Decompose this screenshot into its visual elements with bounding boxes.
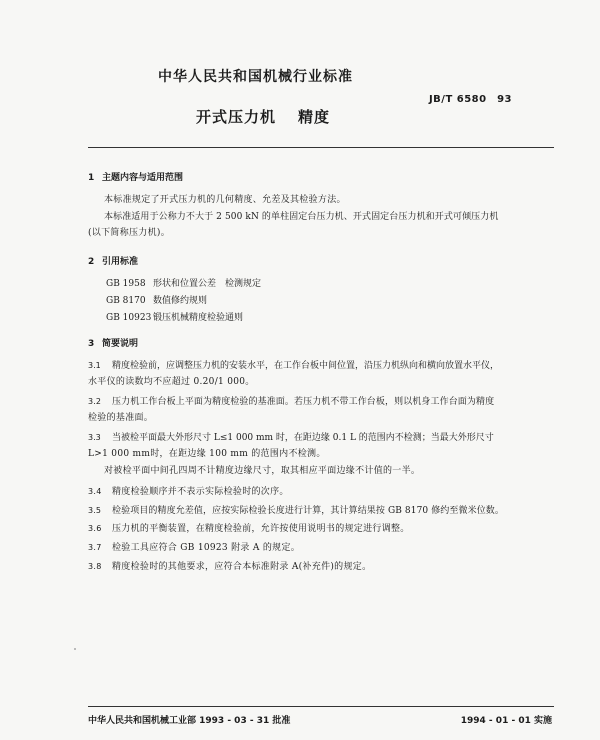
clause-text: 精度检验时的其他要求，应符合本标准附录 A(补充件)的规定。	[112, 562, 372, 572]
clause-text: 检验工具应符合 GB 10923 附录 A 的规定。	[112, 543, 301, 553]
clause-text: 精度检验顺序并不表示实际检验时的次序。	[112, 487, 289, 497]
clause-3-1-line-1	[88, 358, 554, 374]
clause-3-3-line-3: 对被检平面中间孔四周不计精度边缘尺寸，取其相应平面边缘不计值的一半。	[104, 466, 421, 476]
reference-code: GB 1958	[106, 279, 146, 289]
reference-item	[106, 310, 243, 323]
clause-text: 精度检验前，应调整压力机的安装水平，在工作台板中间位置，沿压力机纵向和横向放置水平仪，	[112, 361, 500, 371]
section-1-heading	[88, 170, 183, 183]
reference-item	[106, 293, 207, 306]
clause-number: 3.4	[88, 487, 102, 496]
clause-number: 3.1	[88, 361, 101, 370]
clause-number: 3.5	[88, 506, 102, 515]
footer-rule	[88, 706, 554, 707]
clause-number: 3.7	[88, 543, 102, 552]
reference-code: GB 8170	[106, 296, 146, 306]
reference-item	[106, 276, 261, 289]
reference-title: 数值修约规则	[153, 296, 208, 306]
section-3-title: 简要说明	[102, 339, 139, 349]
clause-3-4	[88, 484, 554, 500]
clause-number: 3.6	[88, 524, 102, 533]
section-1-title: 主题内容与适用范围	[102, 173, 184, 183]
section-2-number: 2	[88, 257, 95, 267]
section-3-heading	[88, 336, 138, 349]
clause-3-3-line-1	[88, 430, 554, 446]
implementation-date: 1994 - 01 - 01 实施	[460, 716, 552, 726]
document-title	[196, 106, 330, 127]
clause-text: 压力机工作台板上平面为精度检验的基准面。若压力机不带工作台板，则以机身工作台面为精度	[112, 397, 495, 407]
clause-3-1-line-2: 水平仪的读数均不应超过 0.20/1 000。	[88, 377, 255, 387]
clause-3-6	[88, 521, 554, 537]
approval-date: 中华人民共和国机械工业部 1993 - 03 - 31 批准	[88, 716, 291, 726]
clause-3-2-line-1	[88, 394, 554, 410]
reference-title: 形状和位置公差 检测规定	[153, 279, 262, 289]
section-2-title: 引用标准	[102, 257, 139, 267]
header-rule	[88, 147, 554, 148]
clause-3-2-line-2: 检验的基准面。	[88, 413, 154, 423]
standard-code: JB/T 6580 93	[428, 94, 512, 105]
section-2-heading	[88, 254, 138, 267]
clause-3-5	[88, 503, 554, 519]
reference-title: 锻压机械精度检验通则	[153, 313, 244, 323]
section-1-number: 1	[88, 173, 95, 183]
document-title-main: 开式压力机	[196, 108, 277, 126]
section-1-paragraph-2-line-2: (以下简称压力机)。	[88, 228, 171, 238]
section-1-paragraph-2-line-1: 本标准适用于公称力不大于 2 500 kN 的单柱固定台压力机、开式固定台压力机和开式可倾压力机	[104, 212, 499, 222]
section-1-paragraph-1: 本标准规定了开式压力机的几何精度、允差及其检验方法。	[104, 195, 346, 205]
clause-text: 检验项目的精度允差值，应按实际检验长度进行计算，其计算结果按 GB 8170 修约至微米位数。	[112, 506, 504, 516]
clause-number: 3.3	[88, 433, 101, 442]
document-title-sub: 精度	[298, 108, 331, 126]
standard-title: 中华人民共和国机械行业标准	[158, 69, 353, 85]
clause-text: 压力机的平衡装置，在精度检验前，允许按使用说明书的规定进行调整。	[112, 524, 410, 534]
clause-number: 3.2	[88, 397, 102, 406]
scan-speck	[74, 648, 76, 650]
clause-3-7	[88, 540, 554, 556]
clause-3-8	[88, 559, 554, 575]
clause-text: 当被检平面最大外形尺寸 L≤1 000 mm 时，在距边缘 0.1 L 的范围内不检测；当最大外形尺寸	[112, 433, 494, 443]
reference-code: GB 10923	[106, 313, 152, 323]
clause-3-3-line-2: L>1 000 mm时，在距边缘 100 mm 的范围内不检测。	[88, 449, 326, 459]
clause-number: 3.8	[88, 562, 102, 571]
section-3-number: 3	[88, 339, 95, 349]
